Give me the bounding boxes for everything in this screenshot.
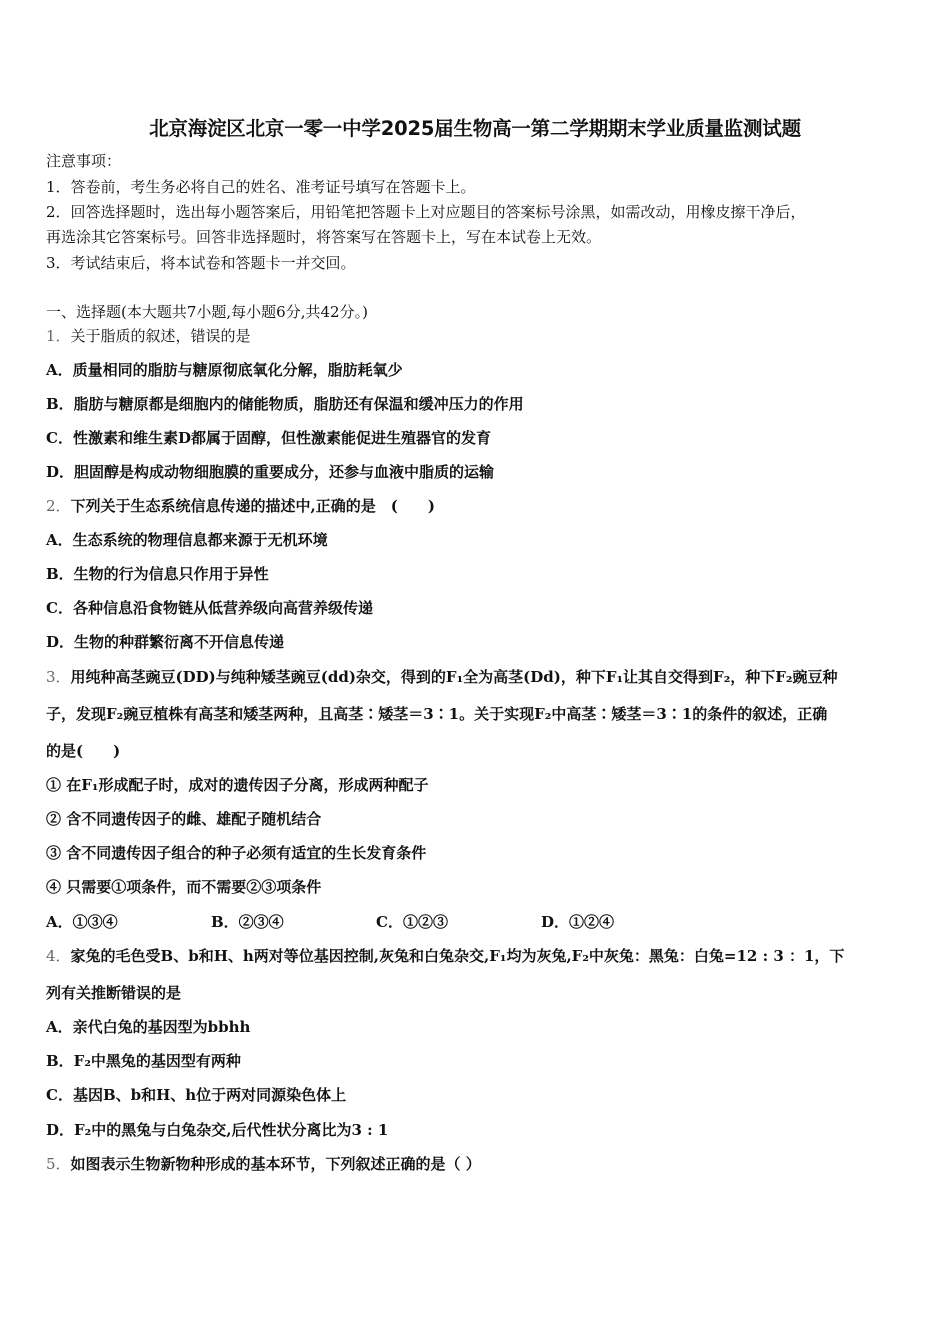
q2-option-d[interactable]: D．生物的种群繁衍离不开信息传递 (46, 633, 285, 651)
q1-option-b[interactable]: B．脂肪与糖原都是细胞内的储能物质，脂肪还有保温和缓冲压力的作用 (46, 395, 524, 413)
notice-item: 2．回答选择题时，选出每小题答案后，用铅笔把答题卡上对应题目的答案标号涂黑，如需改动，用橡皮擦干净后， (46, 203, 806, 221)
notice-item: 再选涂其它答案标号。回答非选择题时，将答案写在答题卡上，写在本试卷上无效。 (46, 228, 602, 246)
q3-option-b[interactable]: B．②③④ (211, 913, 284, 931)
q2-option-c[interactable]: C．各种信息沿食物链从低营养级向高营养级传递 (46, 599, 373, 617)
question-stem-line: 列有关推断错误的是 (46, 984, 182, 1002)
q1-option-a[interactable]: A．质量相同的脂肪与糖原彻底氧化分解，脂肪耗氧少 (46, 361, 403, 379)
q3-option-d[interactable]: D．①②④ (541, 913, 615, 931)
question-number: 3． (46, 668, 71, 686)
section-heading: 一、选择题(本大题共7小题,每小题6分,共42分。) (46, 303, 368, 321)
q1-option-d[interactable]: D．胆固醇是构成动物细胞膜的重要成分，还参与血液中脂质的运输 (46, 463, 495, 481)
question-stem: 如图表示生物新物种形成的基本环节，下列叙述正确的是（ ） (70, 1155, 481, 1173)
page-title: 北京海淀区北京一零一中学2025届生物高一第二学期期末学业质量监测试题 (149, 117, 801, 140)
q2-option-b[interactable]: B．生物的行为信息只作用于异性 (46, 565, 269, 583)
question-2 (46, 496, 435, 516)
notice-item: 3．考试结束后，将本试卷和答题卡一并交回。 (46, 254, 356, 272)
question-5 (46, 1154, 481, 1174)
q3-condition-3: ③ 含不同遗传因子组合的种子必须有适宜的生长发育条件 (46, 844, 427, 862)
notice-heading: 注意事项： (46, 152, 122, 170)
question-stem-line: 用纯种高茎豌豆(DD)与纯种矮茎豌豆(dd)杂交，得到的F₁全为高茎(Dd)，种下F₁让其自交得到F₂，种下F₂豌豆种 (70, 668, 838, 686)
question-3 (46, 667, 838, 687)
question-4 (46, 946, 844, 966)
q2-option-a[interactable]: A．生态系统的物理信息都来源于无机环境 (46, 531, 328, 549)
q3-condition-1: ① 在F₁形成配子时，成对的遗传因子分离，形成两种配子 (46, 776, 429, 794)
q4-option-b[interactable]: B．F₂中黑兔的基因型有两种 (46, 1052, 241, 1070)
q1-option-c[interactable]: C．性激素和维生素D都属于固醇，但性激素能促进生殖器官的发育 (46, 429, 491, 447)
question-stem: 关于脂质的叙述，错误的是 (70, 327, 251, 345)
q3-condition-4: ④ 只需要①项条件，而不需要②③项条件 (46, 878, 322, 896)
notice-item: 1．答卷前，考生务必将自己的姓名、准考证号填写在答题卡上。 (46, 178, 476, 196)
question-stem-line: 子，发现F₂豌豆植株有高茎和矮茎两种，且高茎∶矮茎＝3∶1。关于实现F₂中高茎∶矮茎＝3∶1的条件的叙述，正确 (46, 705, 828, 723)
question-1 (46, 326, 251, 346)
q3-condition-2: ② 含不同遗传因子的雌、雄配子随机结合 (46, 810, 322, 828)
q4-option-c[interactable]: C．基因B、b和H、h位于两对同源染色体上 (46, 1086, 347, 1104)
question-number: 1． (46, 327, 71, 345)
q3-option-c[interactable]: C．①②③ (376, 913, 448, 931)
q4-option-d[interactable]: D．F₂中的黑兔与白兔杂交,后代性状分离比为3 : 1 (46, 1121, 389, 1139)
question-stem-line: 家兔的毛色受B、b和H、h两对等位基因控制,灰兔和白兔杂交,F₁均为灰兔,F₂中灰兔：黑兔：白兔=12 : 3 ：1，下 (70, 947, 845, 965)
question-stem-line: 的是( ) (46, 742, 121, 760)
question-number: 2． (46, 497, 71, 515)
question-number: 4． (46, 947, 71, 965)
q3-option-a[interactable]: A．①③④ (46, 913, 118, 931)
question-stem: 下列关于生态系统信息传递的描述中,正确的是 ( ) (70, 497, 435, 515)
question-number: 5． (46, 1155, 71, 1173)
q4-option-a[interactable]: A．亲代白兔的基因型为bbhh (46, 1018, 251, 1036)
